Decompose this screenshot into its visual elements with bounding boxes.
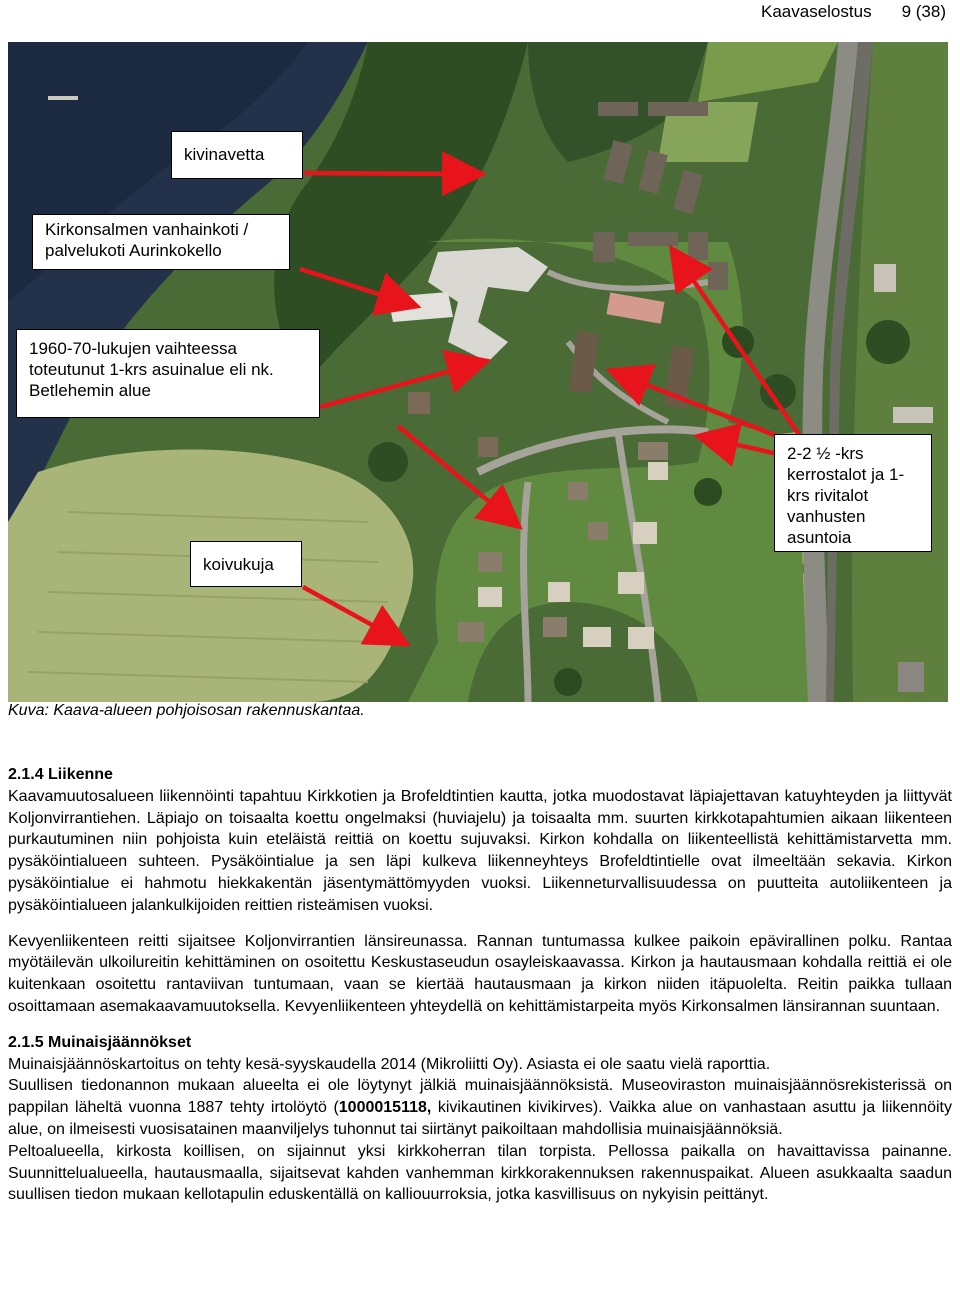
paragraph: Muinaisjäännöskartoitus on tehty kesä-syyskaudella 2014 (Mikroliitti Oy). Asiasta ei ole saatu vielä raporttia. [8,1055,771,1073]
paragraph [8,1075,952,1140]
registry-number: 1000015118, [338,1099,432,1117]
callout-nursing-home: Kirkonsalmen vanhainkoti / palvelukoti Aurinkokello [32,214,290,270]
callout-apartment-blocks: 2-2 ½ -krs kerrostalot ja 1-krs rivitalot vanhusten asuntoia [774,434,932,552]
paragraph-text: kivikautinen kivikirves). Vaikka alue on vanhastaan asuttu ja liikennöity alue, on ilmeisesti vuosisatainen maanviljelys tuhonnut tai siirtänyt paikoiltaan mahdollisia muinaisjäännöksiä. [8,1099,953,1138]
figure-caption: Kuva: Kaava-alueen pohjoisosan rakennuskantaa. [8,702,365,719]
page-number: 9 (38) [901,2,946,21]
paragraph: Peltoalueella, kirkosta koillisen, on sijainnut yksi kirkkoherran tilan torpista. Pellossa paikalla on havaittavissa painanne. Suunnittelualueella, hautausmaalla, sijaitsevat kahden vanhemman kirkkorakennuksen rakennuspaikat. Alueen asukkaalta saadun suullisen tiedon mukaan kellotapulin eduskentällä on kalliouurroksia, jotka kasvillisuus on nykyisin peittänyt. [8,1142,952,1204]
paragraph: Kaavamuutosalueen liikennöinti tapahtuu Kirkkotien ja Brofeldtintien kautta, jotka muodostavat läpiajettavan katuyhteyden ja liittyvät Koljonvirrantiehen. Läpiajo on toisaalta koettu ongelmaksi (huviajelu) ja toisaalta mm. suurten kirkkotapahtumien aikaan liikenteen purkautuminen niin pohjoista kuin eteläistä reittiä on koettu sujuvaksi. Kirkon kohdalla on liikenteellistä kehittämistarvetta mm. pysäköintialueen suhteen. Pysäköintialue ja sen läpi kulkeva liikenneyhteys Brofeldtintielle ovat ilmeeltään sekavia. Kirkon pysäköintialue ei hahmotu hiekkakentän jäsentymättömyyden vuoksi. Liikenneturvallisuudessa on puutteita autoliikenteen ja pysäköintialueen jalankulkijoiden reittien risteämisen vuoksi. [8,787,952,914]
section-heading-traffic: 2.1.4 Liikenne [8,766,113,783]
paragraph: Kevyenliikenteen reitti sijaitsee Koljonvirrantien länsireunassa. Rannan tuntumassa kulkee paikoin epävirallinen polku. Rantaa myötäilevän ulkoilureitin kehittäminen on osoitettu Keskustaseudun osayleiskaavassa. Kirkon ja hautausmaan kohdalla reittiä ei ole kuitenkaan osoitettu rantaviivan tuntumaan, vaan se kiertää hautausmaan ja kirkon niiden itäpuolelta. Reitin paikka tullaan osoittamaan asemakaavamuutoksella. Kevyenliikenteen yhteydellä on kehittämistarpeita myös Kirkonsalmen länsirannan suuntaan. [8,932,952,1015]
document-title: Kaavaselostus [761,2,872,21]
section-heading-antiquities: 2.1.5 Muinaisjäännökset [8,1033,192,1051]
callout-betlehem-area: 1960-70-lukujen vaihteessa toteutunut 1-krs asuinalue eli nk. Betlehemin alue [16,329,320,418]
page-header [761,2,946,22]
document-body [8,764,952,1206]
paragraph-text: Suullisen tiedonannon mukaan alueelta ei ole löytynyt jälkiä muinaisjäännöksistä. Museoviraston muinaisjäännösrekisterissä on pappilan läheltä vuonna 1887 tehty irtolöytö ( [8,1077,952,1117]
aerial-photo [8,42,948,702]
callout-koivukuja: koivukuja [190,541,302,587]
callout-kivinavetta: kivinavetta [171,131,303,179]
